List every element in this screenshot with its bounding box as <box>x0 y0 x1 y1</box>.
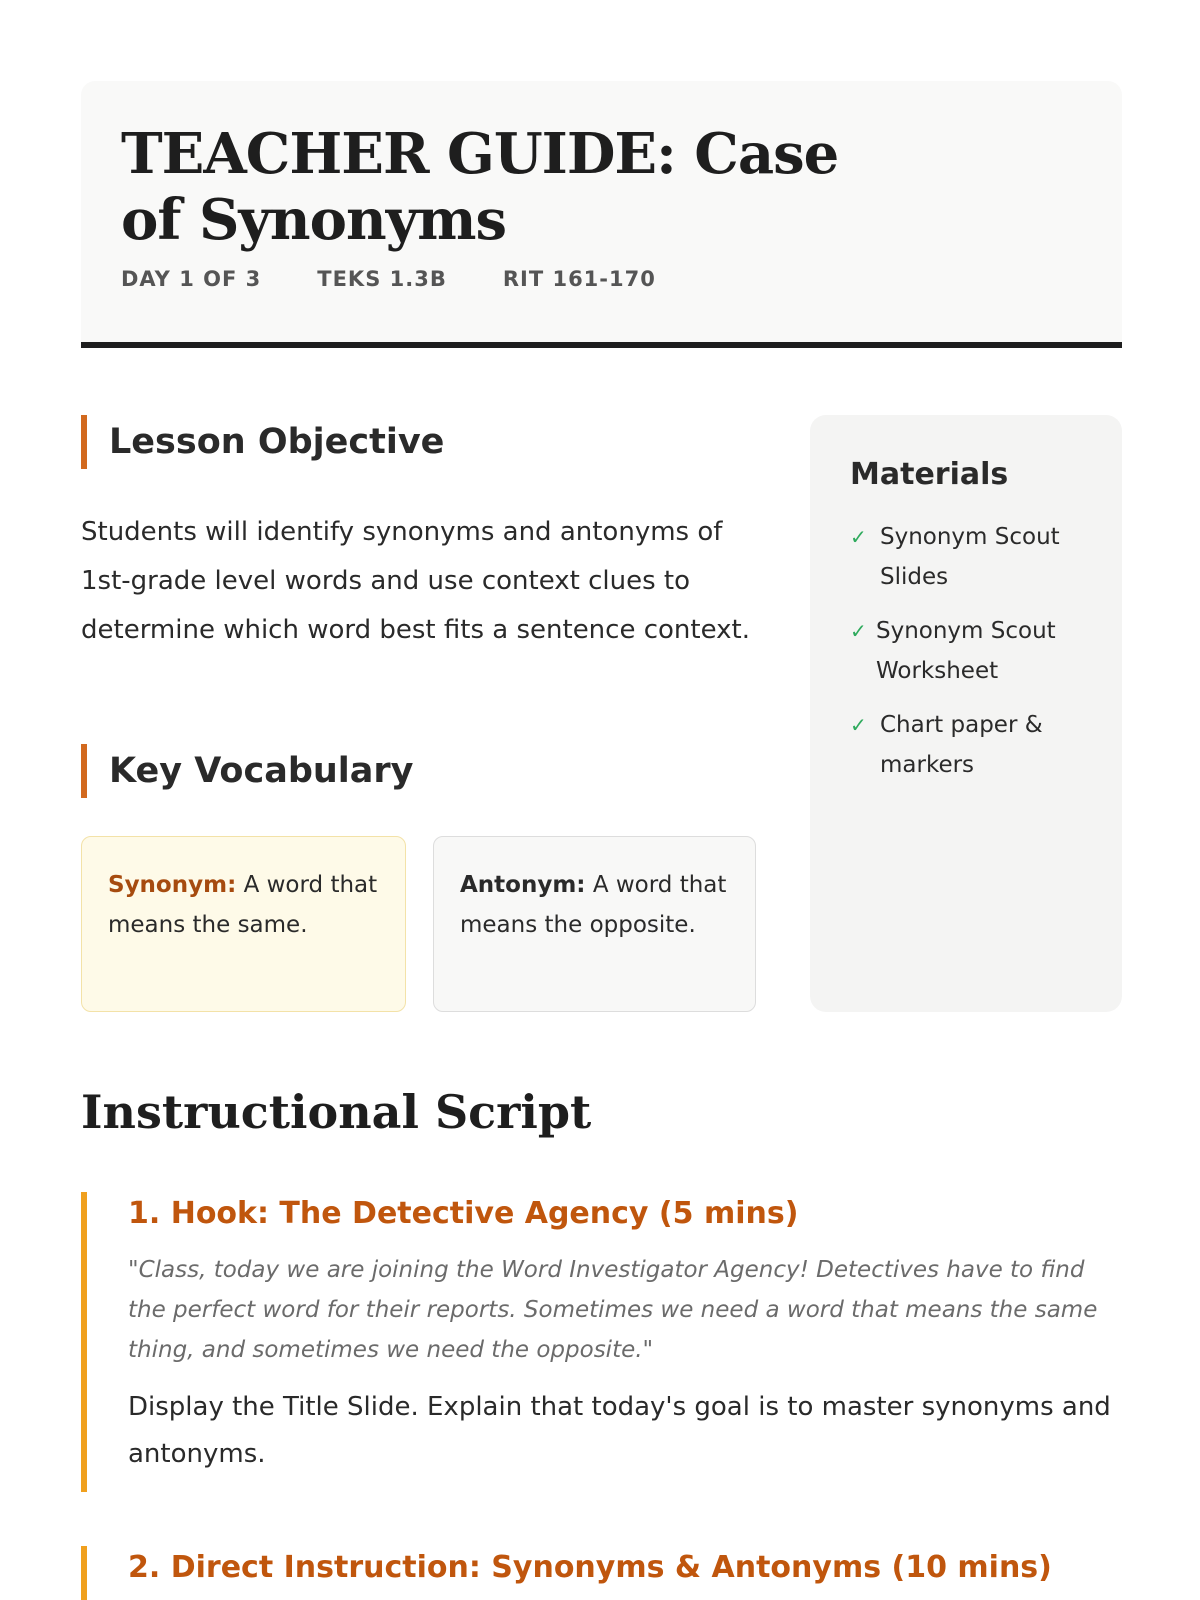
materials-item-label: Synonym Scout Slides <box>880 524 1060 590</box>
instructional-script-heading: Instructional Script <box>81 1085 592 1139</box>
vocab-card-antonym <box>433 836 756 1012</box>
materials-panel <box>810 415 1122 1012</box>
materials-item <box>850 517 1092 597</box>
vocab-term: Synonym: <box>108 872 237 898</box>
step-title: 1. Hook: The Detective Agency (5 mins) <box>128 1196 799 1231</box>
meta-day: DAY 1 OF 3 <box>121 267 262 291</box>
page-title: TEACHER GUIDE: Case of Synonyms <box>121 121 839 253</box>
step-instructions: Display the Title Slide. Explain that today's goal is to master synonyms and antonyms. <box>128 1392 1111 1469</box>
key-vocabulary-heading: Key Vocabulary <box>81 744 414 798</box>
step-teacher-quote: "Class, today we are joining the Word Investigator Agency! Detectives have to find the perfect word for their reports. Sometimes we need a word that means the same thing, and sometimes we need the opposite." <box>128 1257 1098 1363</box>
meta-rit: RIT 161-170 <box>502 267 656 291</box>
checkmark-icon: ✓ <box>850 525 867 549</box>
step-title: 2. Direct Instruction: Synonyms & Antonyms (10 mins) <box>128 1550 1052 1585</box>
vocab-definition: A word that means the opposite. <box>460 872 727 938</box>
vocab-term: Antonym: <box>460 872 586 898</box>
checkmark-icon: ✓ <box>850 713 867 737</box>
guide-header <box>81 81 1122 348</box>
lesson-objective-heading: Lesson Objective <box>81 415 444 469</box>
materials-heading: Materials <box>850 457 1009 492</box>
script-step-direct-instruction <box>81 1546 1122 1600</box>
checkmark-icon: ✓ <box>850 619 867 643</box>
materials-item <box>850 705 1092 785</box>
meta-teks: TEKS 1.3B <box>317 267 447 291</box>
materials-item-label: Chart paper & markers <box>880 712 1043 778</box>
lesson-meta <box>121 267 1082 291</box>
materials-item <box>850 611 1092 691</box>
vocab-card-synonym <box>81 836 406 1012</box>
materials-item-label: Synonym Scout Worksheet <box>876 618 1056 684</box>
vocab-definition: A word that means the same. <box>108 872 378 938</box>
lesson-objective-text: Students will identify synonyms and antonyms of 1st-grade level words and use context clues to determine which word best fits a sentence context. <box>81 517 750 645</box>
script-step-hook <box>81 1192 1122 1492</box>
